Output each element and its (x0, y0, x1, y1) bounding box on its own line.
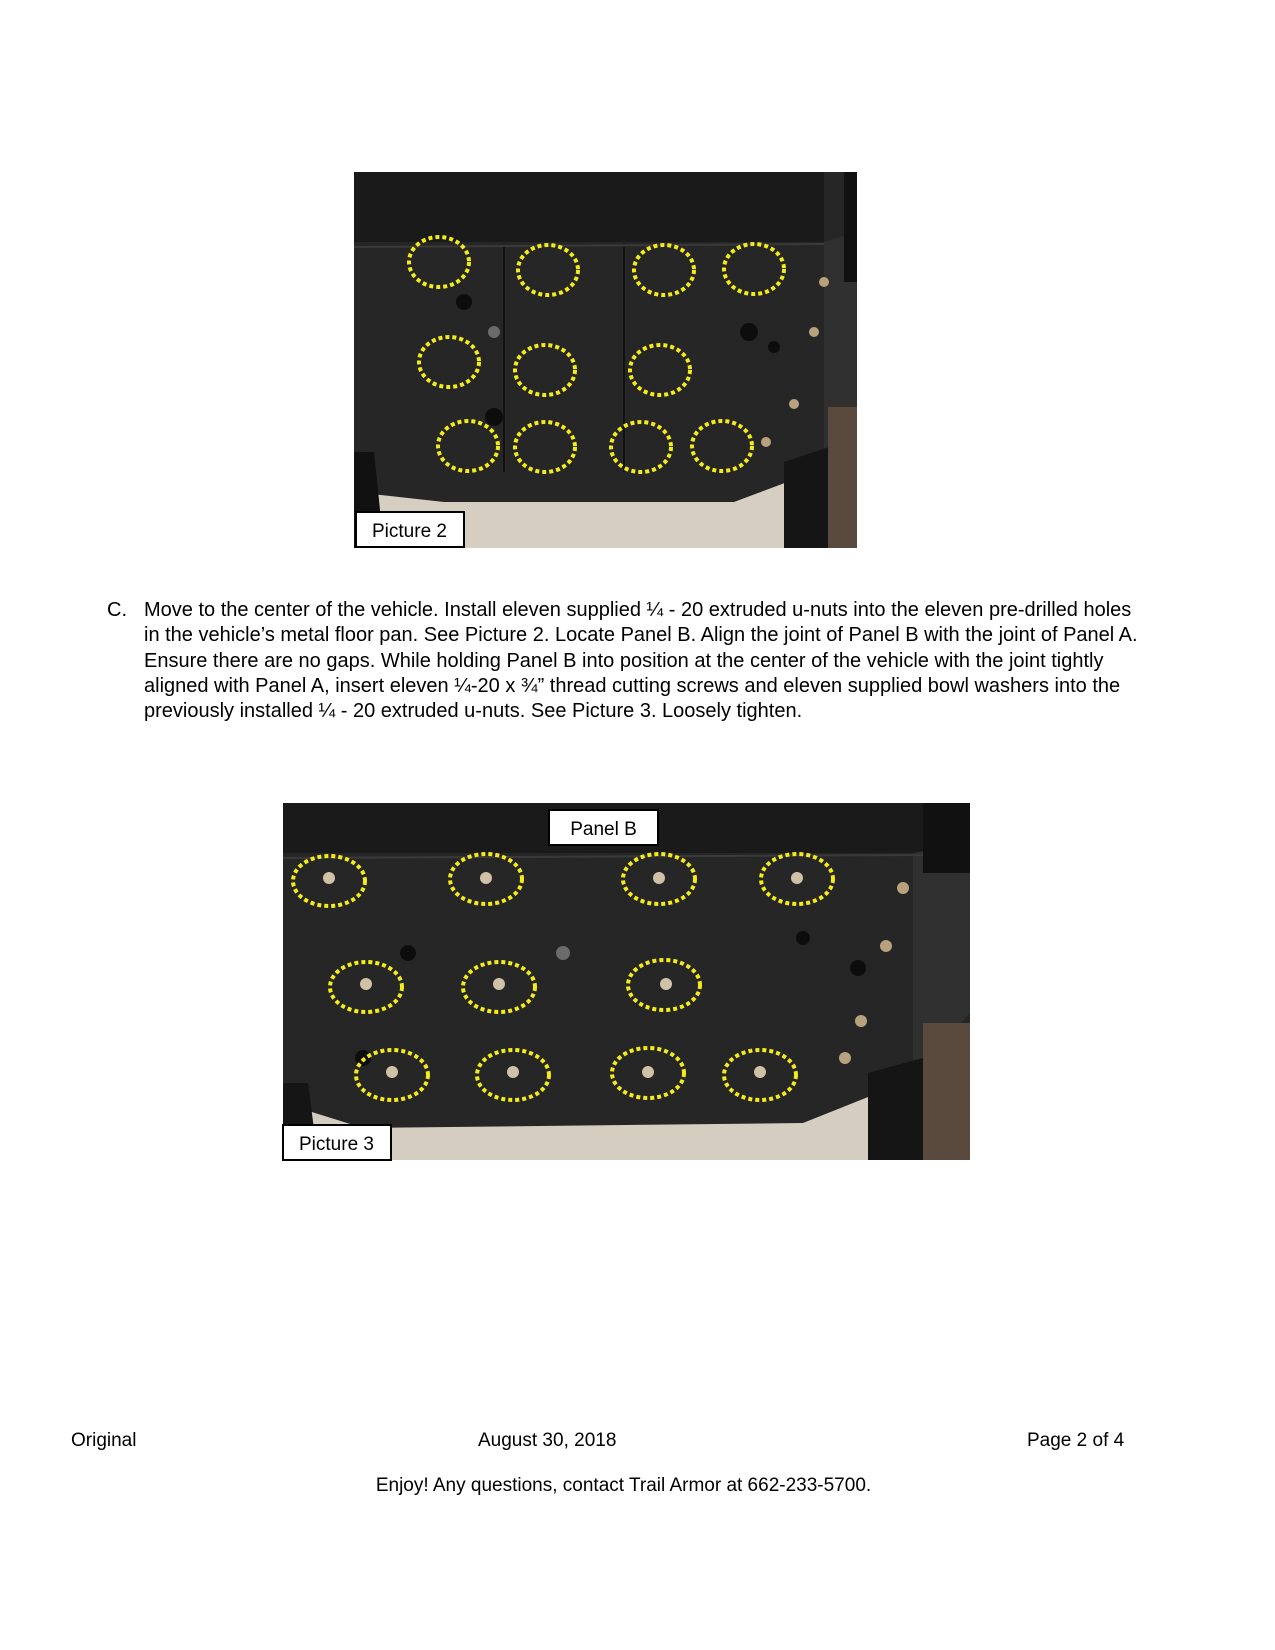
panel-b-callout: Panel B (548, 809, 659, 846)
footer-contact-note: Enjoy! Any questions, contact Trail Armor at 662-233-5700. (375, 1475, 872, 1496)
footer-page-number: Page 2 of 4 (1027, 1430, 1125, 1451)
picture-3-photo (283, 803, 970, 1160)
picture-2-photo (354, 172, 857, 548)
step-text: Move to the center of the vehicle. Install eleven supplied ¼ - 20 extruded u-nuts into the eleven pre-drilled holes in the vehicle’s metal floor pan. See Picture 2. Locate Panel B. Align the joint of Panel B with the joint of Panel A. Ensure there are no gaps. While holding Panel B into position at the center of the vehicle with the joint tightly aligned with Panel A, insert eleven ¼-20 x ¾” thread cutting screws and eleven supplied bowl washers into the previously installed ¼ - 20 extruded u-nuts. See Picture 3. Loosely tighten. (144, 599, 1138, 723)
picture-2-caption: Picture 2 (355, 511, 465, 548)
picture-2-image (354, 172, 857, 548)
footer-revision: Original (71, 1430, 137, 1451)
footer-date: August 30, 2018 (478, 1430, 617, 1451)
instruction-step-c (107, 598, 1147, 724)
step-marker: C. (107, 599, 127, 621)
picture-3-image (283, 803, 970, 1160)
picture-3-caption: Picture 3 (282, 1124, 392, 1161)
